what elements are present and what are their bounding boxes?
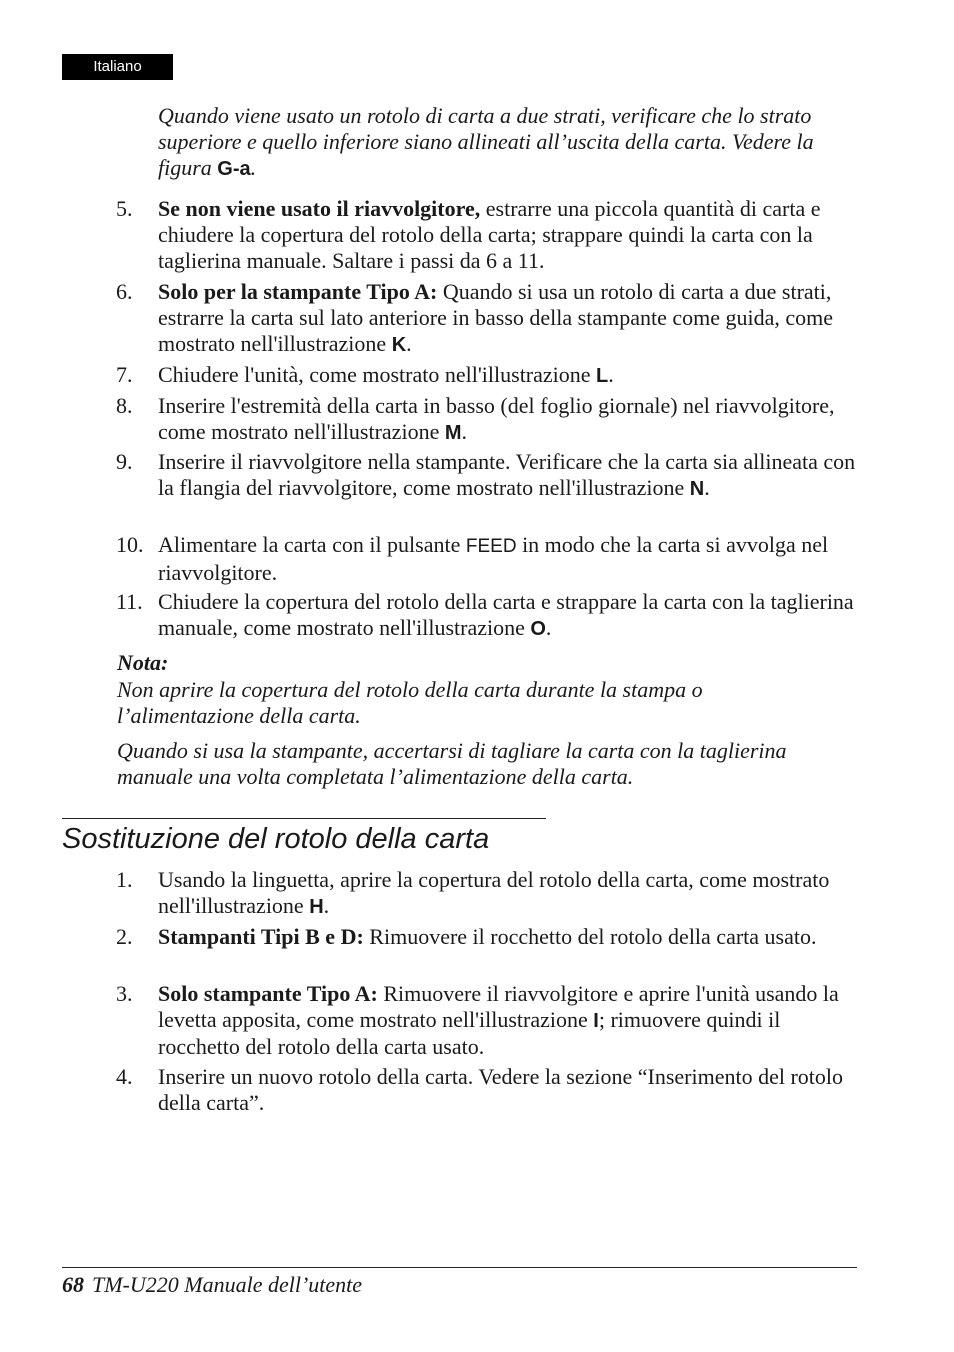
step-number: 8.	[116, 393, 133, 418]
step-bold-label: Solo per la stampante Tipo A:	[158, 279, 438, 304]
list-item	[158, 1064, 858, 1116]
step-end: ; rimuovere quindi il rocchetto del rotolo della carta usato.	[158, 1007, 781, 1059]
list-item	[158, 196, 858, 274]
step-bold-label: Solo stampante Tipo A:	[158, 981, 378, 1006]
figure-ref: K	[391, 334, 407, 356]
step-number: 9.	[116, 449, 133, 474]
step-text: Quando si usa un rotolo di carta a due strati, estrarre la carta sul lato anteriore in basso della stampante come guida, come mostrato nell'illustrazione	[158, 279, 833, 356]
step-text: estrarre una piccola quantità di carta e chiudere la copertura del rotolo della carta; strappare quindi la carta con la taglierina manuale. Saltare i passi da 6 a 11.	[158, 196, 821, 273]
step-number: 3.	[116, 981, 133, 1006]
step-text: Rimuovere il riavvolgitore e aprire l'unità usando la levetta apposita, come mostrato nell'illustrazione	[158, 981, 839, 1032]
page-footer	[62, 1272, 362, 1298]
step-text: Inserire un nuovo rotolo della carta. Vedere la sezione “Inserimento del rotolo della carta”.	[158, 1064, 844, 1115]
intro-note-text: Quando viene usato un rotolo di carta a due strati, verificare che lo strato superiore e quello inferiore siano allineati all’uscita della carta. Vedere la figura	[158, 103, 814, 180]
step-bold-label: Stampanti Tipi B e D:	[158, 924, 364, 949]
step-number: 7.	[116, 362, 133, 387]
step-end: .	[461, 419, 467, 444]
step-end: .	[704, 475, 710, 500]
step-text: Rimuovere il rocchetto del rotolo della carta usato.	[363, 924, 817, 949]
intro-note-end: .	[250, 155, 257, 180]
step-text: Chiudere l'unità, come mostrato nell'illustrazione	[158, 362, 597, 387]
step-text: Chiudere la copertura del rotolo della carta e strappare la carta con la taglierina manuale, come mostrato nell'illustrazione	[158, 589, 854, 640]
manual-title: TM-U220 Manuale dell’utente	[92, 1272, 363, 1297]
language-tab: Italiano	[62, 54, 173, 80]
step-number: 1.	[116, 867, 133, 892]
figure-ref: O	[530, 618, 546, 640]
step-text: Usando la linguetta, aprire la copertura del rotolo della carta, come mostrato nell'illustrazione	[158, 867, 830, 918]
figure-ref: I	[593, 1010, 599, 1032]
step-number: 4.	[116, 1064, 133, 1089]
step-text: Inserire il riavvolgitore nella stampante. Verificare che la carta sia allineata con la flangia del riavvolgitore, come mostrato nell'illustrazione	[158, 449, 856, 500]
list-item	[158, 867, 858, 920]
list-item	[158, 532, 858, 586]
step-number: 5.	[116, 196, 133, 221]
list-item	[158, 362, 858, 389]
list-item	[158, 981, 858, 1060]
figure-ref: L	[596, 365, 609, 387]
figure-ref: M	[444, 422, 462, 444]
list-item	[158, 589, 858, 642]
step-end: .	[323, 893, 330, 918]
figure-ref: N	[689, 478, 705, 500]
intro-note	[158, 103, 858, 182]
section-heading: Sostituzione del rotolo della carta	[62, 818, 546, 857]
figure-ref: H	[309, 896, 324, 918]
step-end: .	[608, 362, 614, 387]
list-item	[158, 279, 858, 358]
step-number: 6.	[116, 279, 133, 304]
note-paragraph: Non aprire la copertura del rotolo della carta durante la stampa o l’alimentazione della carta.	[117, 677, 703, 728]
figure-ref: G-a	[217, 158, 251, 180]
step-number: 10.	[116, 532, 144, 557]
step-bold-label: Se non viene usato il riavvolgitore,	[158, 196, 481, 221]
list-item	[158, 449, 858, 502]
step-number: 2.	[116, 924, 133, 949]
note-paragraph: Quando si usa la stampante, accertarsi di tagliare la carta con la taglierina manuale una volta completata l’alimentazione della carta.	[117, 738, 787, 789]
step-text: Alimentare la carta con il pulsante FEED in modo che la carta si avvolga nel riavvolgitore.	[158, 532, 829, 585]
step-text: Inserire l'estremità della carta in basso (del foglio giornale) nel riavvolgitore, come mostrato nell'illustrazione	[158, 393, 835, 444]
note-label: Nota:	[117, 650, 169, 675]
feed-button-label: FEED	[465, 536, 517, 557]
footer-divider	[62, 1267, 857, 1268]
step-end: .	[406, 331, 412, 356]
list-item	[158, 393, 858, 446]
step-number: 11.	[116, 589, 143, 614]
step-end: .	[545, 615, 552, 640]
list-item	[158, 924, 858, 950]
page-number: 68	[62, 1272, 84, 1297]
